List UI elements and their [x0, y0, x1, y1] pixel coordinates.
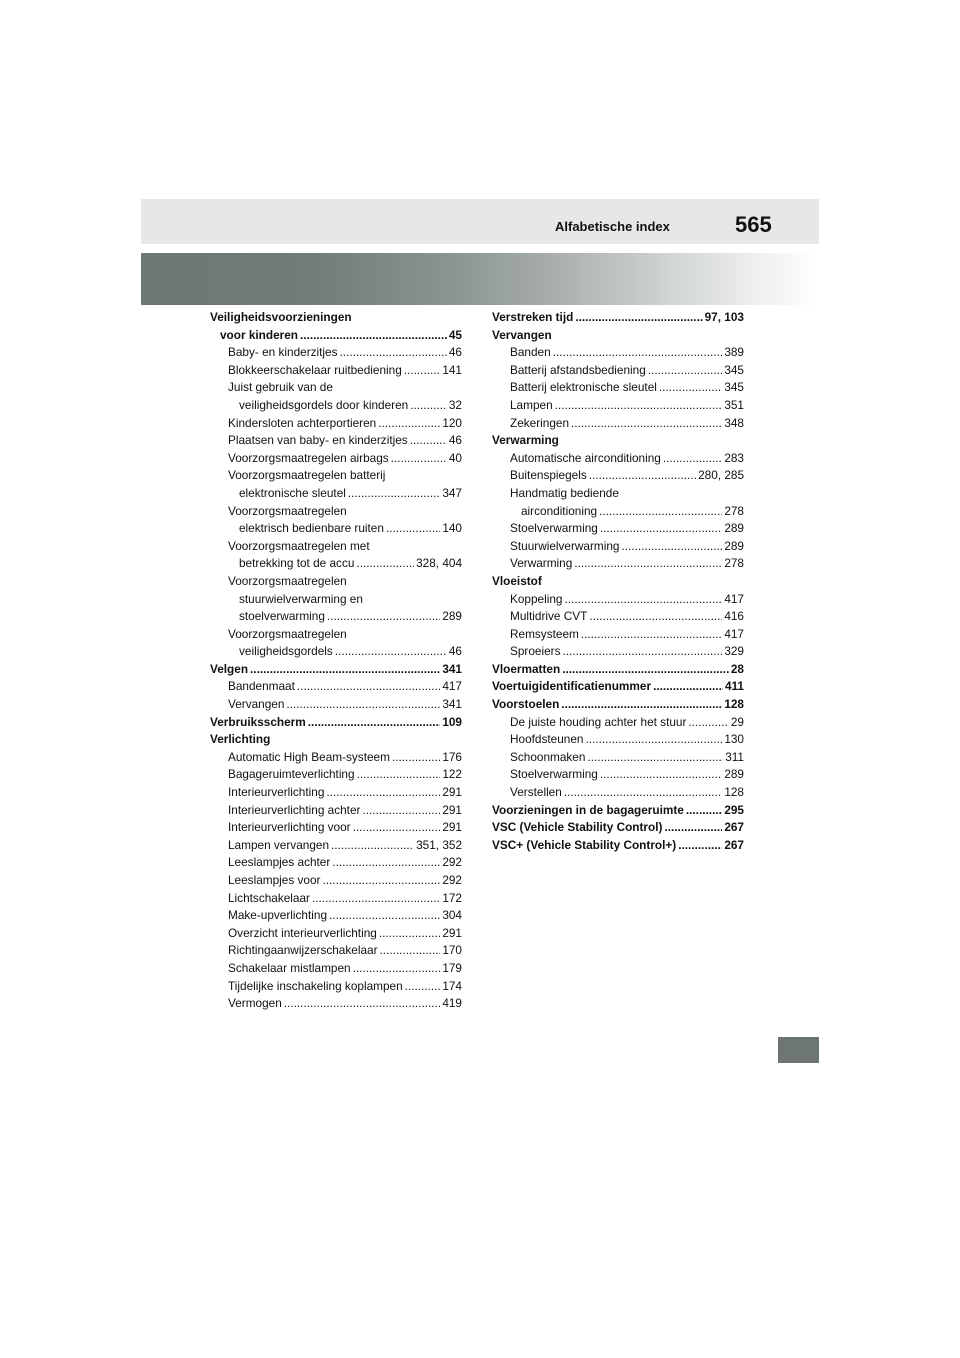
index-entry-page: 292	[442, 855, 462, 870]
leader-dots	[574, 555, 722, 573]
index-entry-label: Vloermatten	[492, 661, 561, 676]
leader-dots	[284, 995, 441, 1013]
leader-dots	[405, 978, 441, 996]
index-entry-page: 289	[442, 609, 462, 624]
leader-dots	[353, 960, 441, 978]
index-entry-page: 389	[724, 345, 744, 360]
index-entry	[492, 415, 744, 433]
page-number: 565	[735, 212, 772, 237]
index-entry-label: Buitenspiegels	[510, 468, 587, 483]
index-entry-page: 122	[442, 767, 462, 782]
index-entry	[210, 678, 462, 696]
index-entry	[492, 432, 744, 450]
index-entry	[210, 327, 462, 345]
index-entry-label: Make-upverlichting	[228, 908, 328, 923]
index-entry	[492, 379, 744, 397]
leader-dots	[308, 714, 441, 732]
index-entry	[492, 397, 744, 415]
leader-dots	[553, 344, 723, 362]
index-entry-label: Automatic High Beam-systeem	[228, 749, 390, 764]
index-entry-page: 411	[724, 679, 744, 694]
index-entry	[210, 397, 462, 415]
index-entry	[210, 555, 462, 573]
index-entry-label: Automatische airconditioning	[510, 450, 661, 465]
index-entry-label: Vermogen	[228, 996, 282, 1011]
index-entry	[492, 784, 744, 802]
index-entry-label: Remsysteem	[510, 626, 579, 641]
index-entry-page: 283	[724, 450, 744, 465]
index-entry-label: Interieurverlichting achter	[228, 802, 361, 817]
index-entry-label: Leeslampjes voor	[228, 873, 321, 887]
index-entry	[210, 485, 462, 503]
index-entry-page: 32	[448, 397, 462, 412]
leader-dots	[600, 520, 722, 538]
leader-dots	[404, 362, 441, 380]
index-entry-label: Verwarming	[492, 433, 559, 448]
leader-dots	[357, 766, 441, 784]
index-entry-label: Veiligheidsvoorzieningen	[210, 310, 352, 324]
index-entry-label: Multidrive CVT	[510, 609, 588, 624]
leader-dots	[362, 802, 440, 820]
index-entry	[492, 555, 744, 573]
index-entry-page: 345	[724, 380, 744, 395]
leader-dots	[378, 415, 440, 433]
index-entry-label: stuurwielverwarming en	[239, 591, 363, 606]
index-entry-label: veiligheidsgordels	[239, 644, 333, 659]
leader-dots	[585, 731, 722, 749]
index-entry-page: 417	[724, 591, 744, 606]
index-entry	[492, 714, 744, 732]
index-entry-page: 174	[442, 978, 462, 993]
index-entry	[492, 802, 744, 820]
index-entry	[492, 327, 744, 345]
index-entry-label: Batterij afstandsbediening	[510, 362, 646, 377]
index-entry-page: 292	[442, 873, 462, 887]
index-entry	[210, 766, 462, 784]
index-entry-page: 179	[442, 960, 462, 975]
leader-dots	[663, 450, 722, 468]
leader-dots	[392, 749, 440, 767]
index-entry	[210, 714, 462, 732]
index-entry	[210, 538, 462, 556]
index-entry-page: 328, 404	[416, 556, 462, 571]
index-entry	[210, 925, 462, 943]
leader-dots	[589, 608, 722, 626]
index-entry-label: stoelverwarming	[239, 609, 325, 624]
index-entry-page: 329	[724, 644, 744, 659]
index-entry	[210, 643, 462, 661]
index-entry	[492, 520, 744, 538]
index-entry-label: elektronische sleutel	[239, 485, 346, 500]
index-entry	[210, 802, 462, 820]
index-entry	[210, 608, 462, 626]
index-entry-page: 351, 352	[416, 837, 462, 852]
leader-dots	[561, 696, 722, 714]
index-entry-label: VSC+ (Vehicle Stability Control+)	[492, 837, 677, 852]
leader-dots	[587, 749, 723, 767]
index-entry-page: 109	[442, 714, 462, 729]
index-entry-label: Hoofdsteunen	[510, 732, 584, 747]
index-entry	[210, 819, 462, 837]
leader-dots	[653, 678, 723, 696]
index-entry	[210, 661, 462, 679]
leader-dots	[312, 890, 440, 908]
leader-dots	[380, 942, 441, 960]
index-entry-label: Tijdelijke inschakeling koplampen	[228, 978, 403, 993]
index-entry	[492, 766, 744, 784]
index-entry-page: 345	[724, 362, 744, 377]
index-entry-page: 291	[442, 820, 462, 835]
leader-dots	[327, 608, 440, 626]
index-entry-label: airconditioning	[521, 503, 598, 518]
index-entry	[492, 731, 744, 749]
index-entry-page: 28	[730, 661, 744, 676]
index-entry-page: 278	[724, 556, 744, 571]
leader-dots	[386, 520, 440, 538]
leader-dots	[340, 344, 447, 362]
index-entry	[210, 626, 462, 644]
index-entry	[492, 344, 744, 362]
index-entry-label: Vervangen	[492, 327, 552, 342]
index-entry	[210, 749, 462, 767]
index-entry-label: Velgen	[210, 661, 249, 676]
index-entry	[210, 591, 462, 609]
index-entry-label: Voorzorgsmaatregelen	[228, 503, 347, 518]
index-entry-label: voor kinderen	[220, 327, 299, 342]
index-entry-page: 46	[448, 345, 462, 360]
index-entry-label: veiligheidsgordels door kinderen	[239, 397, 409, 412]
index-entry-label: elektrisch bedienbare ruiten	[239, 521, 384, 536]
index-entry	[492, 467, 744, 485]
index-entry-page: 289	[724, 538, 744, 553]
index-entry	[210, 573, 462, 591]
index-entry	[492, 485, 744, 503]
index-entry-page: 341	[442, 661, 462, 676]
index-column-left	[210, 309, 462, 1013]
index-entry-label: Stoelverwarming	[510, 767, 598, 782]
index-entry-label: Lampen	[510, 397, 553, 412]
index-entry-page: 419	[442, 996, 462, 1011]
leader-dots	[379, 925, 440, 943]
index-entry-label: Voorzorgsmaatregelen	[228, 626, 347, 641]
index-entry	[210, 995, 462, 1013]
index-entry-page: 267	[724, 820, 744, 835]
leader-dots	[562, 661, 729, 679]
index-entry-label: Bagageruimteverlichting	[228, 767, 355, 782]
index-entry	[210, 731, 462, 749]
index-entry-label: betrekking tot de accu	[239, 556, 355, 571]
index-entry-label: Voorzorgsmaatregelen batterij	[228, 468, 386, 483]
index-entry-page: 289	[724, 767, 744, 782]
index-entry-page: 29	[730, 714, 744, 729]
index-entry	[210, 503, 462, 521]
index-entry-label: Stuurwielverwarming	[510, 538, 620, 553]
index-entry-page: 120	[442, 415, 462, 430]
index-entry	[492, 643, 744, 661]
index-entry-label: Banden	[510, 345, 551, 360]
index-entry	[210, 309, 462, 327]
index-entry	[210, 696, 462, 714]
leader-dots	[410, 432, 447, 450]
index-column-right	[492, 309, 744, 854]
index-entry-page: 417	[442, 679, 462, 694]
leader-dots	[322, 872, 440, 890]
page-title: Alfabetische index	[555, 219, 670, 234]
leader-dots	[621, 538, 722, 556]
index-entry	[210, 379, 462, 397]
index-entry-page: 46	[448, 644, 462, 659]
index-entry-page: 130	[724, 732, 744, 747]
index-entry	[210, 415, 462, 433]
leader-dots	[571, 415, 722, 433]
index-entry	[210, 467, 462, 485]
index-entry-label: Juist gebruik van de	[228, 380, 333, 395]
index-entry-label: Schoonmaken	[510, 749, 586, 764]
index-entry-label: Stoelverwarming	[510, 521, 598, 536]
leader-dots	[563, 643, 723, 661]
index-entry-page: 341	[442, 697, 462, 712]
index-entry-label: Verlichting	[210, 732, 271, 747]
index-entry-page: 417	[724, 626, 744, 641]
index-entry-label: Blokkeerschakelaar ruitbediening	[228, 362, 402, 377]
decorative-gradient-band	[141, 253, 819, 305]
index-entry-label: Lichtschakelaar	[228, 890, 310, 905]
section-tab	[778, 1037, 819, 1063]
leader-dots	[250, 661, 440, 679]
leader-dots	[332, 854, 440, 872]
index-entry	[210, 450, 462, 468]
index-entry	[210, 978, 462, 996]
index-entry	[210, 520, 462, 538]
index-entry	[492, 538, 744, 556]
index-entry-label: Baby- en kinderzitjes	[228, 345, 338, 360]
index-entry	[492, 573, 744, 591]
leader-dots	[589, 467, 696, 485]
header-bar	[141, 199, 819, 244]
leader-dots	[678, 837, 722, 855]
index-entry-label: Zekeringen	[510, 415, 570, 430]
index-entry	[492, 626, 744, 644]
index-entry-page: 311	[725, 749, 744, 764]
index-entry-label: Leeslampjes achter	[228, 855, 331, 870]
leader-dots	[286, 696, 440, 714]
index-entry-page: 416	[724, 609, 744, 624]
index-entry	[492, 591, 744, 609]
leader-dots	[581, 626, 722, 644]
leader-dots	[599, 503, 722, 521]
leader-dots	[335, 643, 447, 661]
leader-dots	[326, 784, 440, 802]
index-entry-label: Voorzieningen in de bagageruimte	[492, 802, 684, 817]
index-entry-label: Voorzorgsmaatregelen	[228, 573, 347, 588]
leader-dots	[575, 309, 702, 327]
index-entry	[492, 362, 744, 380]
index-entry	[492, 749, 744, 767]
index-entry-label: Interieurverlichting voor	[228, 820, 351, 835]
index-entry-label: Batterij elektronische sleutel	[510, 380, 657, 395]
index-entry-label: VSC (Vehicle Stability Control)	[492, 820, 663, 835]
index-entry	[210, 854, 462, 872]
leader-dots	[688, 714, 728, 732]
index-entry-label: Kindersloten achterportieren	[228, 415, 377, 430]
index-entry	[210, 890, 462, 908]
index-entry	[210, 960, 462, 978]
index-entry-label: Verbruiksscherm	[210, 714, 306, 729]
index-entry	[492, 503, 744, 521]
index-entry-label: Interieurverlichting	[228, 785, 325, 800]
leader-dots	[664, 819, 722, 837]
index-entry-page: 280, 285	[698, 468, 744, 483]
index-entry-page: 128	[724, 697, 744, 712]
index-entry	[210, 872, 462, 890]
leader-dots	[391, 450, 447, 468]
index-entry-page: 141	[442, 362, 462, 377]
index-entry-label: Voertuigidentificatienummer	[492, 679, 652, 694]
index-entry	[492, 450, 744, 468]
index-entry-label: Richtingaanwijzerschakelaar	[228, 943, 378, 958]
index-entry-label: Voorzorgsmaatregelen airbags	[228, 450, 389, 465]
index-entry	[492, 608, 744, 626]
index-entry-page: 40	[448, 450, 462, 465]
index-entry	[210, 432, 462, 450]
index-entry-label: Handmatig bediende	[510, 485, 619, 500]
index-entry-page: 97, 103	[704, 310, 744, 324]
index-entry	[492, 309, 744, 327]
leader-dots	[555, 397, 723, 415]
index-entry	[492, 837, 744, 855]
index-entry	[210, 362, 462, 380]
leader-dots	[300, 327, 447, 345]
index-entry-label: Koppeling	[510, 591, 563, 606]
index-entry-page: 295	[724, 802, 744, 817]
leader-dots	[648, 362, 723, 380]
index-entry-page: 291	[442, 802, 462, 817]
leader-dots	[329, 907, 440, 925]
index-entry-label: Voorstoelen	[492, 697, 560, 712]
index-entry	[492, 696, 744, 714]
leader-dots	[564, 591, 722, 609]
leader-dots	[348, 485, 440, 503]
index-entry	[210, 344, 462, 362]
index-entry	[210, 784, 462, 802]
index-entry-label: Verwarming	[510, 556, 573, 571]
leader-dots	[600, 766, 722, 784]
index-entry-page: 176	[442, 749, 462, 764]
index-entry	[492, 819, 744, 837]
index-entry-page: 45	[448, 327, 462, 342]
index-entry-page: 351	[724, 397, 744, 412]
index-entry-page: 291	[442, 925, 462, 940]
index-entry-page: 140	[442, 521, 462, 536]
index-entry	[492, 661, 744, 679]
index-entry-label: Vervangen	[228, 697, 285, 712]
index-entry-page: 347	[442, 485, 462, 500]
leader-dots	[686, 802, 722, 820]
index-entry	[210, 907, 462, 925]
index-entry-page: 128	[724, 785, 744, 800]
index-entry-label: Vloeistof	[492, 573, 542, 588]
index-entry-label: Bandenmaat	[228, 679, 295, 694]
index-entry-page: 304	[442, 908, 462, 923]
index-entry-page: 46	[448, 433, 462, 448]
leader-dots	[410, 397, 447, 415]
index-entry	[492, 678, 744, 696]
index-entry-page: 278	[724, 503, 744, 518]
index-entry-label: Sproeiers	[510, 644, 561, 659]
leader-dots	[331, 837, 414, 855]
index-entry-page: 289	[724, 521, 744, 536]
index-entry-page: 348	[724, 415, 744, 430]
index-entry-page: 291	[442, 785, 462, 800]
index-entry-label: Overzicht interieurverlichting	[228, 925, 377, 940]
leader-dots	[564, 784, 723, 802]
index-entry-page: 170	[442, 943, 462, 958]
leader-dots	[297, 678, 440, 696]
index-entry-label: De juiste houding achter het stuur	[510, 714, 687, 729]
index-entry-label: Verstreken tijd	[492, 310, 574, 324]
index-entry-label: Verstellen	[510, 785, 562, 800]
index-entry-page: 267	[724, 837, 744, 852]
index-entry-label: Voorzorgsmaatregelen met	[228, 538, 370, 553]
leader-dots	[659, 379, 722, 397]
index-entry	[210, 837, 462, 855]
leader-dots	[356, 555, 414, 573]
index-entry-page: 172	[442, 890, 462, 905]
index-entry-label: Lampen vervangen	[228, 837, 329, 852]
index-entry	[210, 942, 462, 960]
index-entry-label: Plaatsen van baby- en kinderzitjes	[228, 433, 408, 448]
index-entry-label: Schakelaar mistlampen	[228, 960, 351, 975]
leader-dots	[353, 819, 441, 837]
